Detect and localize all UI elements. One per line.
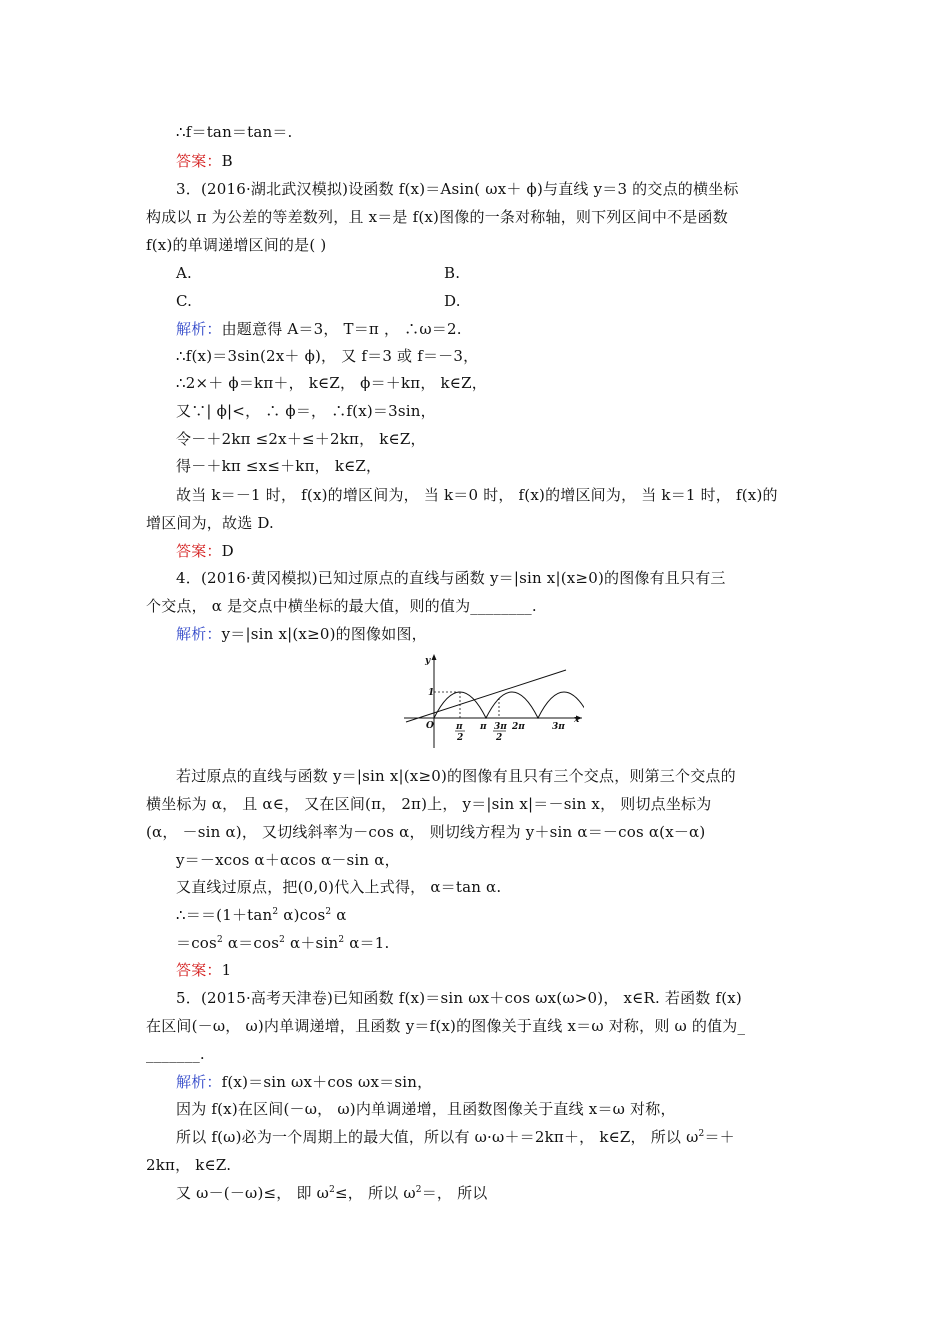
tick-label: 2π bbox=[512, 722, 525, 732]
analysis-line bbox=[176, 319, 840, 339]
formula-part: ＝cos bbox=[176, 934, 217, 952]
formula-line bbox=[176, 1127, 840, 1147]
text-line: 因为 f(x)在区间(－ω， ω)内单调递增，且函数图像关于直线 x＝ω 对称， bbox=[176, 1100, 676, 1118]
abs-sin-curve bbox=[434, 692, 584, 718]
tick-label: 3π bbox=[552, 722, 565, 732]
option-row bbox=[176, 263, 840, 283]
answer-line bbox=[176, 151, 840, 171]
analysis-label: 解析： bbox=[176, 320, 222, 338]
text-line: 得－＋kπ ≤x≤＋kπ， k∈Z， bbox=[176, 457, 382, 475]
text-line: _______. bbox=[146, 1045, 205, 1063]
text-line: 横坐标为 α， 且 α∈， 又在区间(π， 2π)上， y＝|sin x|＝－sin x， 则切点坐标为 bbox=[146, 795, 712, 813]
exponent: 2 bbox=[415, 1185, 422, 1195]
question-line: 3．(2016·湖北武汉模拟)设函数 f(x)＝Asin( ωx＋ ϕ)与直线 y＝3 的交点的横坐标 bbox=[176, 180, 739, 198]
answer-line bbox=[176, 960, 840, 980]
exponent: 2 bbox=[338, 935, 345, 945]
formula-part: α bbox=[331, 906, 347, 924]
exponent: 2 bbox=[698, 1129, 705, 1139]
exponent: 2 bbox=[272, 907, 279, 917]
sine-abs-graph bbox=[404, 650, 584, 750]
exponent: 2 bbox=[279, 935, 286, 945]
x-axis-label: x bbox=[574, 715, 580, 725]
answer-label: 答案： bbox=[176, 961, 222, 979]
tick-label: 3π bbox=[494, 722, 507, 732]
tick-label: π bbox=[456, 722, 463, 732]
origin-label: O bbox=[426, 721, 434, 731]
option-b: B. bbox=[444, 264, 461, 282]
tick-denominator: 2 bbox=[496, 733, 503, 743]
text-line: f(x)的单调递增区间的是( ) bbox=[146, 236, 327, 254]
option-d: D. bbox=[444, 292, 461, 310]
formula-line bbox=[176, 1183, 840, 1203]
tick-denominator: 2 bbox=[457, 733, 464, 743]
formula-part: ＝， 所以 bbox=[421, 1184, 488, 1202]
answer-value: B bbox=[221, 152, 233, 170]
answer-label: 答案： bbox=[176, 152, 222, 170]
analysis-label: 解析： bbox=[176, 625, 222, 643]
text-line: 又∵| ϕ|<， ∴ ϕ＝， ∴f(x)＝3sin， bbox=[176, 402, 436, 420]
text-line: 故当 k＝－1 时， f(x)的增区间为， 当 k＝0 时， f(x)的增区间为， 当 k＝1 时， f(x)的 bbox=[176, 486, 778, 504]
text-line: 又直线过原点，把(0,0)代入上式得， α＝tan α. bbox=[176, 878, 502, 896]
analysis-line bbox=[176, 624, 840, 644]
formula-part: ∴＝＝(1＋tan bbox=[176, 906, 273, 924]
analysis-text: f(x)＝sin ωx＋cos ωx＝sin， bbox=[221, 1073, 433, 1091]
option-row bbox=[176, 291, 840, 311]
question-line: 5．(2015·高考天津卷)已知函数 f(x)＝sin ωx＋cos ωx(ω>0)， x∈R. 若函数 f(x) bbox=[176, 989, 742, 1007]
text-line: 构成以 π 为公差的等差数列，且 x＝是 f(x)图像的一条对称轴，则下列区间中不是函数 bbox=[146, 208, 728, 226]
text-line: 令－＋2kπ ≤2x＋≤＋2kπ， k∈Z， bbox=[176, 430, 426, 448]
answer-value: 1 bbox=[221, 961, 232, 979]
text-line: ∴2×＋ ϕ＝kπ＋， k∈Z， ϕ＝＋kπ， k∈Z， bbox=[176, 374, 487, 392]
text-line: y＝－xcos α＋αcos α－sin α， bbox=[176, 851, 400, 869]
text-line: 2kπ， k∈Z. bbox=[146, 1156, 232, 1174]
formula-part: 又 ω－(－ω)≤， 即 ω bbox=[176, 1184, 330, 1202]
answer-line bbox=[176, 541, 840, 561]
text-line: (α， －sin α)， 又切线斜率为－cos α， 则切线方程为 y＋sin α＝－cos α(x－α) bbox=[146, 823, 706, 841]
analysis-text: y＝|sin x|(x≥0)的图像如图， bbox=[221, 625, 427, 643]
exponent: 2 bbox=[325, 907, 332, 917]
formula-part: α＝cos bbox=[222, 934, 280, 952]
formula-line bbox=[176, 905, 840, 925]
text-line: 在区间(－ω， ω)内单调递增，且函数 y＝f(x)的图像关于直线 x＝ω 对称，则 ω 的值为_ bbox=[146, 1017, 746, 1035]
exponent: 2 bbox=[216, 935, 223, 945]
analysis-line bbox=[176, 1072, 840, 1092]
tick-label: π bbox=[480, 722, 487, 732]
formula-part: ＝＋ bbox=[704, 1128, 735, 1146]
option-c: C. bbox=[176, 292, 193, 310]
exponent: 2 bbox=[329, 1185, 336, 1195]
text-line: ∴f＝tan＝tan＝. bbox=[176, 123, 293, 141]
analysis-label: 解析： bbox=[176, 1073, 222, 1091]
formula-part: α＝1. bbox=[344, 934, 390, 952]
text-line: 增区间为，故选 D. bbox=[146, 514, 275, 532]
one-label: 1 bbox=[428, 688, 435, 698]
formula-part: 所以 f(ω)必为一个周期上的最大值，所以有 ω·ω＋＝2kπ＋， k∈Z， 所以 ω bbox=[176, 1128, 699, 1146]
formula-part: ≤， 所以 ω bbox=[335, 1184, 416, 1202]
text-line: 若过原点的直线与函数 y＝|sin x|(x≥0)的图像有且只有三个交点，则第三个交点的 bbox=[176, 767, 736, 785]
answer-value: D bbox=[221, 542, 234, 560]
y-axis-label: y bbox=[425, 656, 431, 666]
formula-line bbox=[176, 933, 840, 953]
question-line: 4．(2016·黄冈模拟)已知过原点的直线与函数 y＝|sin x|(x≥0)的图像有且只有三 bbox=[176, 569, 726, 587]
y-axis-arrow bbox=[432, 654, 437, 660]
answer-label: 答案： bbox=[176, 542, 222, 560]
text-line: ∴f(x)＝3sin(2x＋ ϕ)， 又 f＝3 或 f＝－3， bbox=[176, 347, 479, 365]
formula-part: α＋sin bbox=[285, 934, 339, 952]
text-line: 个交点， α 是交点中横坐标的最大值，则的值为________. bbox=[146, 597, 537, 615]
option-a: A. bbox=[176, 264, 193, 282]
formula-part: α)cos bbox=[278, 906, 326, 924]
analysis-text: 由题意得 A＝3， T＝π ， ∴ω＝2. bbox=[221, 320, 462, 338]
